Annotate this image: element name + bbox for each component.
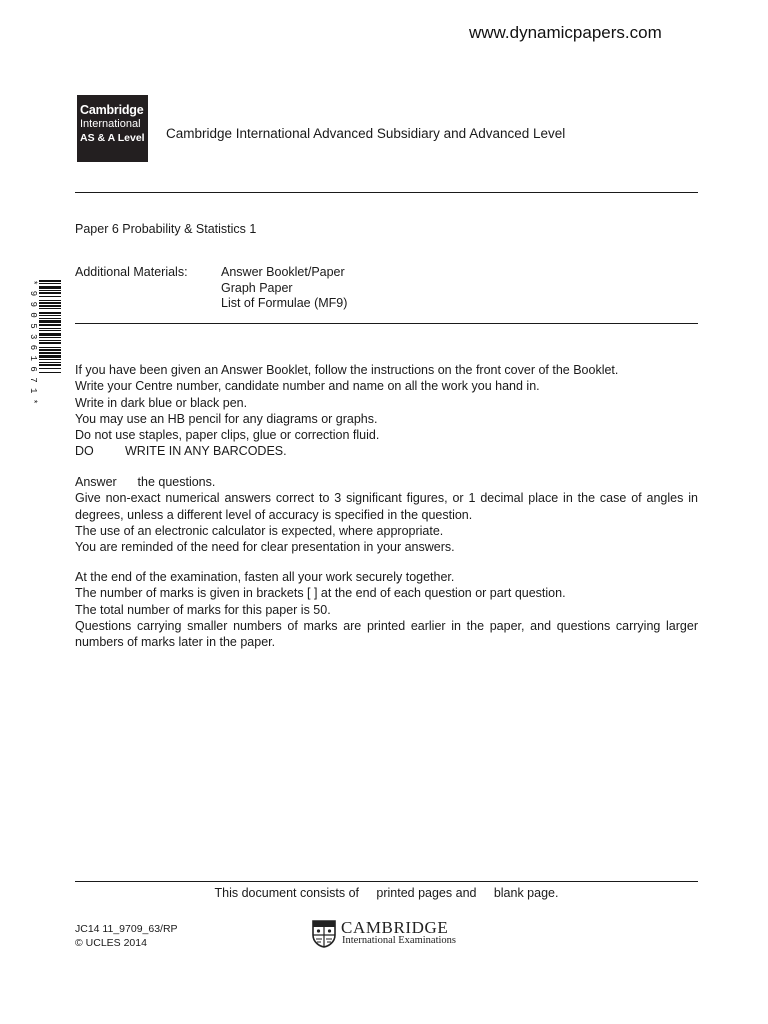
paper-title: Paper 6 Probability & Statistics 1 [75,222,257,236]
barcode-bar [39,290,61,291]
logo-line-2: International [80,118,141,130]
site-url: www.dynamicpapers.com [469,23,662,42]
instruction-line: If you have been given an Answer Booklet, follow the instructions on the front cover of the Booklet. [75,363,619,377]
cambridge-wordmark: CAMBRIDGE [341,918,449,937]
barcode-bar [39,359,61,360]
barcode-bar [39,312,61,314]
instruction-line: At the end of the examination, fasten all your work securely together. [75,570,455,584]
instruction-line: You are reminded of the need for clear presentation in your answers. [75,540,455,555]
instruction-line: Write in dark blue or black pen. [75,395,248,410]
instruction-line: Answer the questions. [75,475,216,489]
barcode-bar [39,349,61,351]
cambridge-crest-icon [312,920,336,948]
barcode-bar [39,328,61,329]
barcode-bar [39,320,61,323]
divider-top [75,192,698,193]
barcode-bar [39,355,61,358]
instruction-line: Questions carrying smaller numbers of marks are printed earlier in the paper, and questions carrying larger numbers of marks later in the paper. [75,618,698,650]
page-count-statement: This document consists of printed pages and blank page. [214,886,559,900]
barcode-bar [39,308,61,309]
instructions-block-2 [75,474,698,555]
barcode-bar [39,362,61,363]
qualification-title: Cambridge International Advanced Subsidiary and Advanced Level [166,126,566,141]
additional-materials-list [221,265,347,312]
barcode-bar [39,342,61,344]
divider-footer [75,881,698,882]
logo-line-3: AS & A Level [80,132,145,144]
barcode-bar [39,364,61,366]
barcode-bar [39,286,61,289]
barcode-bar [39,324,61,326]
copyright: © UCLES 2014 [75,937,147,949]
instructions-block-3 [75,569,698,650]
barcode-bar [39,296,61,297]
barcode-bar [39,318,61,319]
candidate-barcode [25,280,62,440]
instruction-line: You may use an HB pencil for any diagrams or graphs. [75,411,378,426]
barcode-bar [39,368,61,369]
barcode-bar [39,333,61,336]
instructions-block-1 [75,362,698,460]
instruction-line: The use of an electronic calculator is expected, where appropriate. [75,523,444,538]
material-item: Answer Booklet/Paper [221,265,345,279]
barcode-bar [39,347,61,348]
instruction-line: Do not use staples, paper clips, glue or correction fluid. [75,428,380,443]
barcode-bar [39,315,61,316]
barcode-bar [39,300,61,301]
barcode-number: * 9 9 0 5 3 6 1 6 7 1 * [28,280,38,405]
barcode-bar [39,352,61,354]
barcode-bar [39,302,61,304]
material-item: Graph Paper [221,280,293,295]
instruction-line: Give non-exact numerical answers correct to 3 significant figures, or 1 decimal place in the case of angles in degrees, unless a different level of accuracy is specified in the question. [75,491,698,522]
document-reference [75,922,178,950]
barcode-bar [39,372,61,373]
barcode-bar [39,292,61,294]
instruction-line: The number of marks is given in brackets [ ] at the end of each question or part question. [75,586,566,601]
barcode-bar [39,340,61,341]
paper-code: JC14 11_9709_63/RP [75,923,178,935]
instruction-line: The total number of marks for this paper is 50. [75,602,331,617]
barcode-bar [39,283,61,284]
instruction-line: Write your Centre number, candidate number and name on all the work you hand in. [75,379,540,394]
barcode-bar [39,330,61,331]
barcode-bar [39,337,61,338]
logo-line-1: Cambridge [80,103,144,117]
divider-materials [75,323,698,324]
cambridge-as-a-level-logo [77,95,148,162]
material-item: List of Formulae (MF9) [221,296,348,310]
barcode-bar [39,280,61,282]
cambridge-subtitle: International Examinations [342,935,457,946]
additional-materials-label: Additional Materials: [75,265,188,279]
barcode-bar [39,305,61,307]
instruction-line: DO WRITE IN ANY BARCODES. [75,444,287,459]
